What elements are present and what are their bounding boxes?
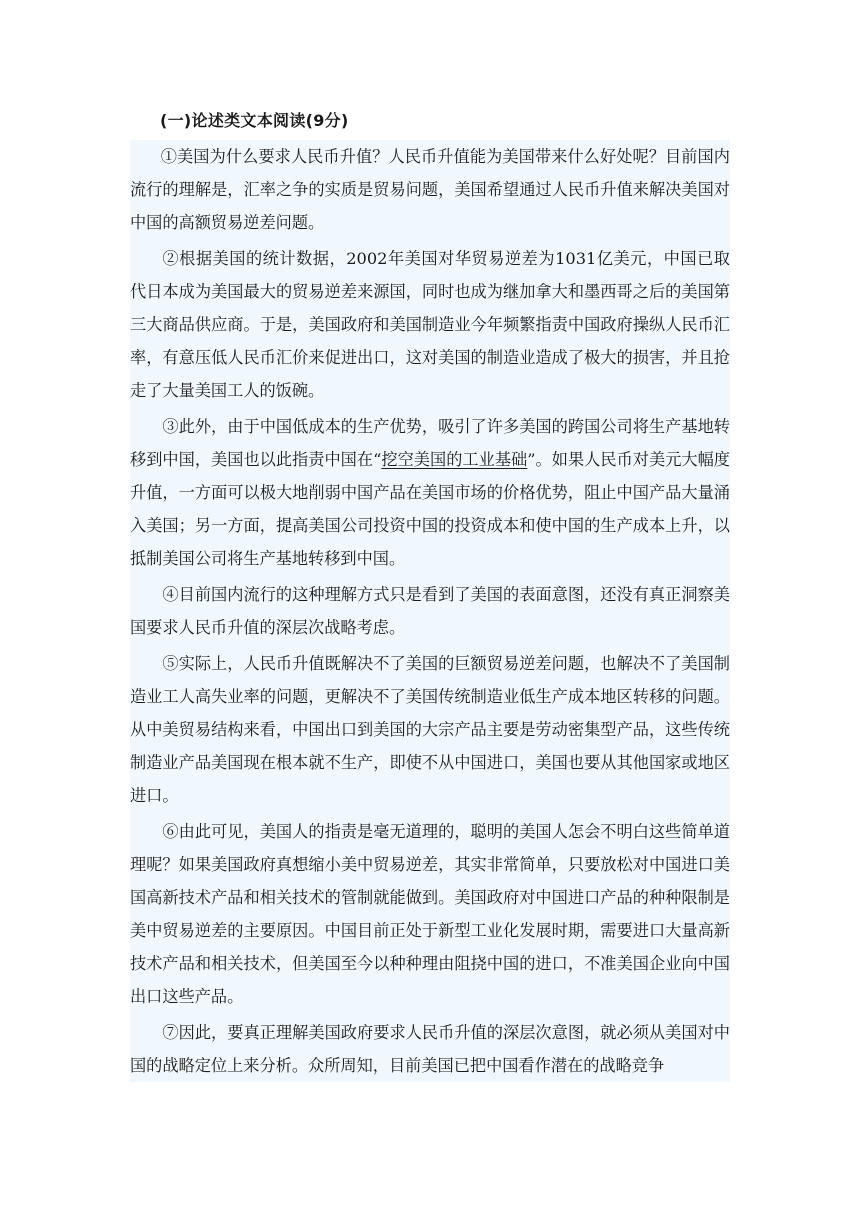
paragraph-3-after: ”。如果人民币对美元大幅度升值，一方面可以极大地削弱中国产品在美国市场的价格优势，阻止中国产品大量涌入美国；另一方面，提高美国公司投资中国的投资成本和使中国的生产成本上升，以抵制美国公司将生产基地转移到中国。: [130, 450, 730, 568]
paragraph-1: ①美国为什么要求人民币升值？人民币升值能为美国带来什么好处呢？目前国内流行的理解是，汇率之争的实质是贸易问题，美国希望通过人民币升值来解决美国对中国的高额贸易逆差问题。: [130, 147, 730, 232]
paragraph-6: ⑥由此可见，美国人的指责是毫无道理的，聪明的美国人怎会不明白这些简单道理呢？如果美国政府真想缩小美中贸易逆差，其实非常简单，只要放松对中国进口美国高新技术产品和相关技术的管制就能做到。美国政府对中国进口产品的种种限制是美中贸易逆差的主要原因。中国目前正处于新型工业化发展时期，需要进口大量高新技术产品和相关技术，但美国至今以种种理由阻挠中国的进口，不准美国企业向中国出口这些产品。: [130, 822, 730, 1006]
paragraph-5: ⑤实际上，人民币升值既解决不了美国的巨额贸易逆差问题，也解决不了美国制造业工人高失业率的问题，更解决不了美国传统制造业低生产成本地区转移的问题。从中美贸易结构来看，中国出口到美国的大宗产品主要是劳动密集型产品，这些传统制造业产品美国现在根本就不生产，即使不从中国进口，美国也要从其他国家或地区进口。: [130, 654, 730, 805]
underlined-phrase: 挖空美国的工业基础: [381, 450, 528, 469]
section-heading: (一)论述类文本阅读(9分): [160, 111, 349, 130]
paragraph-4: ④目前国内流行的这种理解方式只是看到了美国的表面意图，还没有真正洞察美国要求人民币升值的深层次战略考虑。: [130, 585, 730, 637]
paragraph-3: [130, 410, 730, 575]
article-body: [130, 140, 730, 1082]
paragraph-2: ②根据美国的统计数据，2002年美国对华贸易逆差为1031亿美元，中国已取代日本成为美国最大的贸易逆差来源国，同时也成为继加拿大和墨西哥之后的美国第三大商品供应商。于是，美国政府和美国制造业今年频繁指责中国政府操纵人民币汇率，有意压低人民币汇价来促进出口，这对美国的制造业造成了极大的损害，并且抢走了大量美国工人的饭碗。: [130, 249, 730, 400]
paragraph-3-before: ③此外，由于中国低成本的生产优势，吸引了许多美国的跨国公司将生产基地转移到中国，美国也以此指责中国在“: [130, 417, 730, 469]
paragraph-7: ⑦因此，要真正理解美国政府要求人民币升值的深层次意图，就必须从美国对中国的战略定位上来分析。众所周知，目前美国已把中国看作潜在的战略竞争: [130, 1023, 730, 1075]
